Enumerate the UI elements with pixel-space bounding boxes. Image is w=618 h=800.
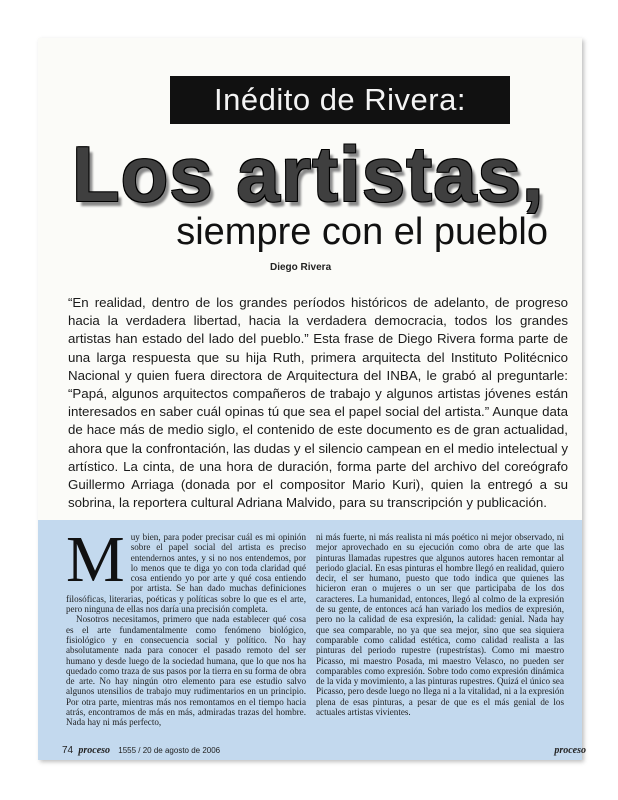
body-column-right [316,532,564,717]
body-paragraph-2: Nosotros necesitamos, primero que nada establecer qué cosa es el arte fundamentalmente como fenómeno biológico, fisiológico y en consecuencia social y político. No hay absolutamente nada para conocer el pasado remoto del ser humano y desde luego de la sociedad humana, que lo que nos ha quedado como traza de sus pasos por la tierra en su forma de obra de arte. No hay ningún otro elemento para ese estudio salvo algunos utensilios de trabajo muy rudimentarios en un principio. Por otra parte, mientras más nos remontamos en el tiempo hacia atrás, encontramos de más en más, admiradas trazas del hombre. Nada hay ni más perfecto, [66,614,306,728]
magazine-logo: proceso [78,745,111,756]
drop-cap: M [66,523,125,596]
issue-date: 1555 / 20 de agosto de 2006 [118,746,221,755]
page-footer [62,744,586,758]
body-paragraph-3: ni más fuerte, ni más realista ni más poético ni mejor observado, ni mejor aprovechado en su ejecución como obra de arte que las pinturas llamadas rupestres que algunos autores hacen remontar al periodo glacial. En esas pinturas el hombre llegó en realidad, quiero decir, el ser humano, puesto que todo indica que quienes las hicieron eran o mujeres o un ser que participaba de los dos caracteres. La humanidad, entonces, llegó al colmo de la expresión de su gente, de entonces acá han variado los medios de expresión, pero no la calidad de esa expresión, la calidad: genial. Nada hay que sea comparable, no ya que sea mejor, sino que sea siquiera comparable como calidad estética, como calidad realista a las pinturas del periodo rupestre (rupestrístas). Como mi maestro Picasso, mi maestro Posada, mi maestro Velasco, no pueden ser comparables como expresión. Sobre todo como expresión dinámica de la vida y movimiento, a las pinturas rupestres. Quizá el único sea Picasso, pero desde luego no llega ni a la vitalidad, ni a la expresión plena de esas pinturas, a pesar de que es el más genial de los actuales artistas vivientes. [316,532,564,718]
magazine-page [38,38,586,760]
subheadline: siempre con el pueblo [176,211,548,253]
page-number: 74 [62,745,74,756]
body-paragraph-1: uy bien, para poder precisar cuál es mi opinión sobre el papel social del artista es preciso entendernos antes, y si no nos entendemos, por lo menos que te diga yo con toda claridad qué cosa entiendo yo por arte y qué cosa entiendo por artista. Se han dado muchas definiciones filosóficas, literarias, poéticas y políticas sobre lo que es el arte, pero ninguna de ellas nos daría una precisión completa. [66,532,306,615]
magazine-logo-right: proceso [554,745,586,756]
headline: Los artistas, [72,130,545,218]
body-column-left [66,523,306,728]
byline: Diego Rivera [270,262,332,273]
intro-paragraph: “En realidad, dentro de los grandes períodos históricos de adelanto, de progreso hacia la verdadera libertad, hacia la verdadera democracia, todos los grandes artistas han estado del lado del pueblo.” Esta frase de Diego Rivera forma parte de una larga respuesta que su hija Ruth, primera arquitecta del Instituto Politécnico Nacional y quien fuera directora de Arquitectura del INBA, le grabó al preguntarle: “Papá, algunos arquitectos compañeros de trabajo y algunos artistas jóvenes están interesados en saber cuál opinas tú que sea el papel social del artista.” Aunque data de hace más de medio siglo, el contenido de este documento es de gran actualidad, ahora que la confrontación, las dudas y el silencio campean en el medio intelectual y artístico. La cinta, de una hora de duración, forma parte del archivo del coreógrafo Guillermo Arriaga (donada por el compositor Mario Kuri), quien la entregó a su sobrina, la reportera cultural Adriana Malvido, para su transcripción y publicación. [68,295,568,511]
kicker-banner: Inédito de Rivera: [170,76,510,124]
